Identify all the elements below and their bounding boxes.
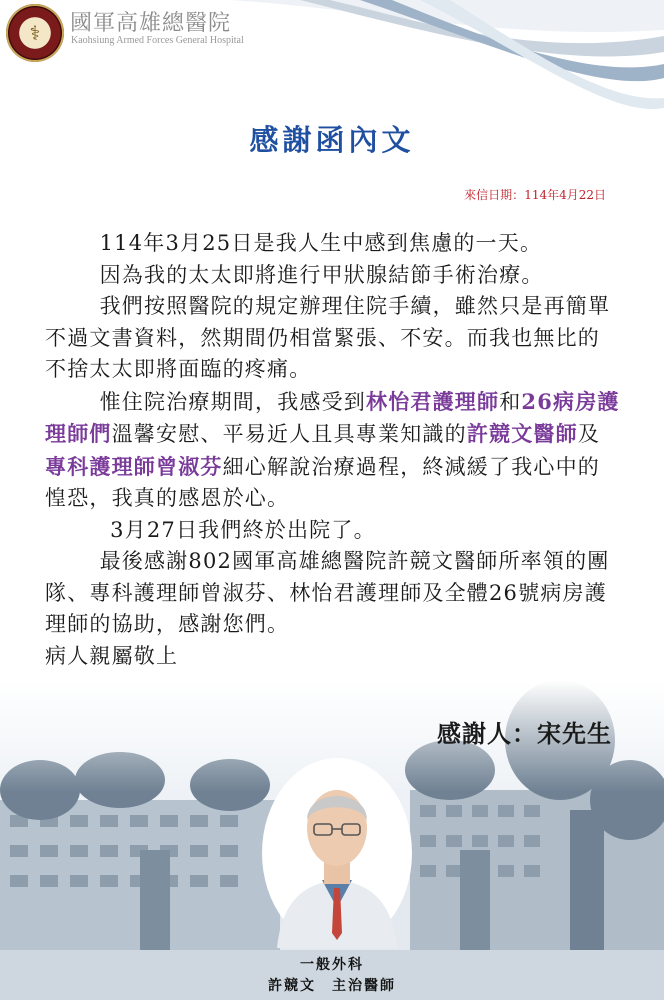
date-value: 114年4月22日 (524, 188, 606, 202)
letter-closing: 病人親屬敬上 (45, 643, 179, 668)
doctor-portrait (262, 748, 412, 948)
letter-title: 感謝函內文 (249, 123, 415, 157)
letter-paragraph-4 (45, 386, 620, 515)
hospital-logo (6, 4, 64, 62)
p4-text-e: 細心解說治療過程，終減緩了我心中的惶恐，我真的感恩於心。 (45, 454, 601, 510)
p4-text-a: 惟住院治療期間，我感受到 (99, 389, 366, 414)
letter-paragraph-3: 我們按照醫院的規定辦理住院手續，雖然只是再簡單不過文書資料，然期間仍相當緊張、不安。而我也無比的不捨太太即將面臨的疼痛。 (45, 294, 611, 381)
letter-paragraph-1: 114年3月25日是我人生中感到焦慮的一天。 (99, 231, 543, 255)
doctor-caption (0, 975, 664, 995)
highlight-doctor-hsu: 許競文醫師 (466, 421, 578, 446)
signature: 感謝人：宋先生 (437, 719, 612, 748)
hospital-name-zh: 國軍高雄總醫院 (70, 11, 232, 36)
letter-paragraph-5: 3月27日我們終於出院了。 (110, 517, 376, 542)
highlight-np-tseng: 專科護理師曾淑芬 (45, 453, 223, 479)
highlight-ward-26-nurses: 26病房護理師們 (45, 388, 620, 446)
hospital-name-en: Kaohsiung Armed Forces General Hospital (71, 35, 244, 46)
letter-body (45, 228, 620, 672)
letter-date (464, 186, 606, 203)
p4-text-b: 和 (499, 389, 522, 414)
highlight-nurse-lin: 林怡君護理師 (366, 388, 500, 414)
letter-paragraph-2: 因為我的太太即將進行甲狀腺結節手術治療。 (99, 262, 544, 287)
caduceus-icon: ⚕ (29, 21, 41, 45)
doctor-title: 主治醫師 (332, 978, 396, 994)
p4-text-d: 及 (577, 422, 601, 446)
doctor-name: 許競文 (268, 978, 316, 994)
doctor-department: 一般外科 (300, 957, 364, 973)
date-label: 來信日期： (464, 188, 525, 202)
letter-paragraph-6: 最後感謝802國軍高雄總醫院許競文醫師所率領的團隊、專科護理師曾淑芬、林怡君護理師及全體26號病房護理師的協助，感謝您們。 (45, 549, 610, 636)
p4-text-c: 溫馨安慰、平易近人且具專業知識的 (111, 422, 467, 446)
